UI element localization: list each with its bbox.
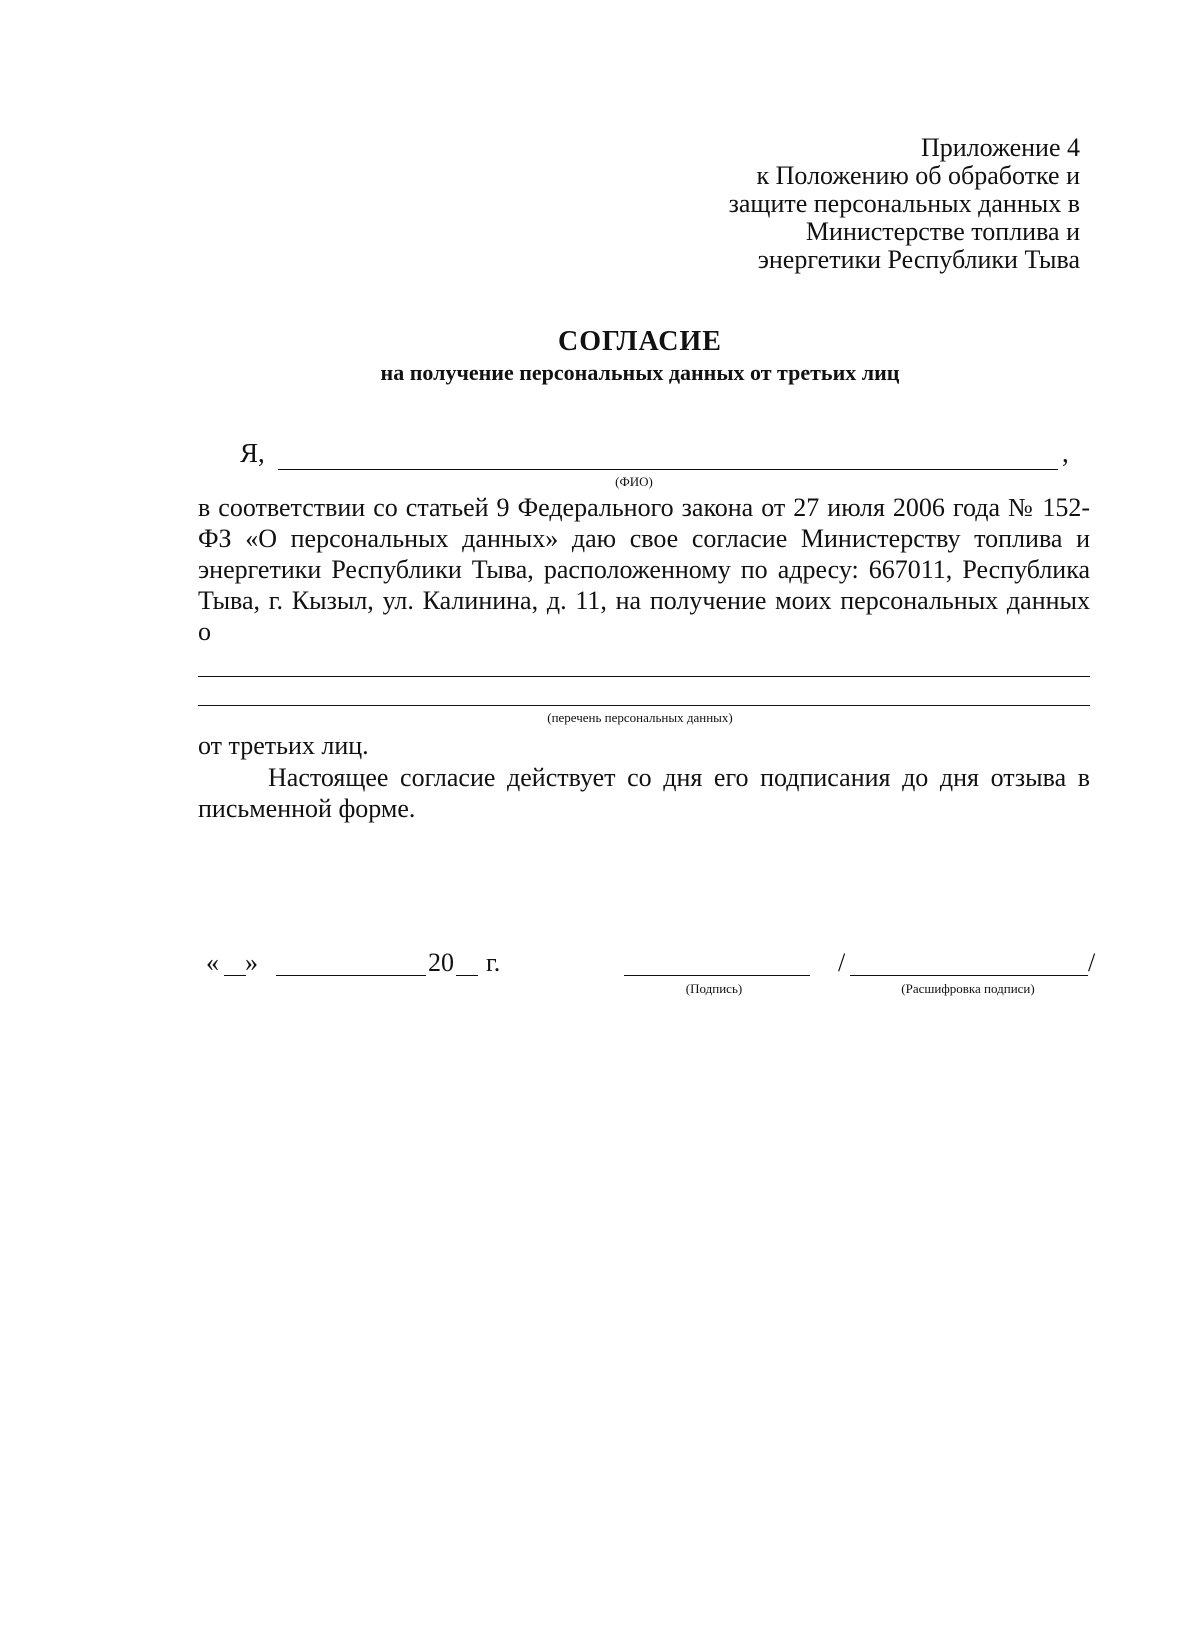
paragraph-line: ФЗ «О персональных данных» даю свое согласие Министерству топлива и <box>198 524 1090 553</box>
validity-paragraph <box>198 762 1090 824</box>
paragraph-line: о <box>198 617 211 646</box>
paragraph-line: от третьих лиц. <box>198 731 369 760</box>
appendix-line: Приложение 4 <box>920 133 1080 162</box>
fio-suffix: , <box>1062 438 1069 468</box>
signature-slash-right: / <box>1088 948 1096 977</box>
fio-blank-field[interactable] <box>278 469 1058 470</box>
paragraph-line: Настоящее согласие действует со дня его подписания до дня отзыва в <box>268 763 1090 792</box>
personal-data-blank-line-2[interactable] <box>198 705 1090 706</box>
appendix-header <box>660 134 1080 274</box>
appendix-line: энергетики Республики Тыва <box>757 245 1080 274</box>
paragraph-line: Тыва, г. Кызыл, ул. Калинина, д. 11, на получение моих персональных данных <box>198 586 1090 615</box>
after-list-text <box>198 730 1090 761</box>
document-subtitle: на получение персональных данных от третьих лиц <box>380 360 900 385</box>
appendix-line: Министерстве топлива и <box>805 217 1080 246</box>
fio-prefix: Я, <box>240 438 265 468</box>
date-year-prefix: 20 <box>428 948 454 977</box>
date-quote-close: » <box>245 948 258 977</box>
fio-line <box>240 438 1080 472</box>
appendix-line: защите персональных данных в <box>728 189 1080 218</box>
date-year-blank[interactable] <box>456 975 478 976</box>
decoding-caption: (Расшифровка подписи) <box>901 981 1035 996</box>
date-quote-open: « <box>206 948 219 977</box>
document-title: СОГЛАСИЕ <box>558 326 722 357</box>
signature-caption: (Подпись) <box>685 981 743 996</box>
signature-decoding-blank[interactable] <box>850 975 1088 976</box>
personal-data-blank-line-1[interactable] <box>198 676 1090 677</box>
paragraph-line: энергетики Республики Тыва, расположенному по адресу: 667011, Республика <box>198 555 1090 584</box>
appendix-line: к Положению об обработке и <box>756 161 1080 190</box>
date-year-suffix: г. <box>486 948 501 977</box>
fio-caption: (ФИО) <box>615 474 653 489</box>
signature-blank[interactable] <box>624 975 810 976</box>
personal-data-caption: (перечень персональных данных) <box>547 710 733 725</box>
date-month-blank[interactable] <box>276 975 426 976</box>
paragraph-line: письменной форме. <box>198 794 416 823</box>
paragraph-line: в соответствии со статьей 9 Федерального закона от 27 июля 2006 года № 152- <box>198 493 1090 522</box>
date-day-blank[interactable] <box>224 975 246 976</box>
consent-paragraph <box>198 492 1090 647</box>
signature-slash-left: / <box>838 948 846 977</box>
